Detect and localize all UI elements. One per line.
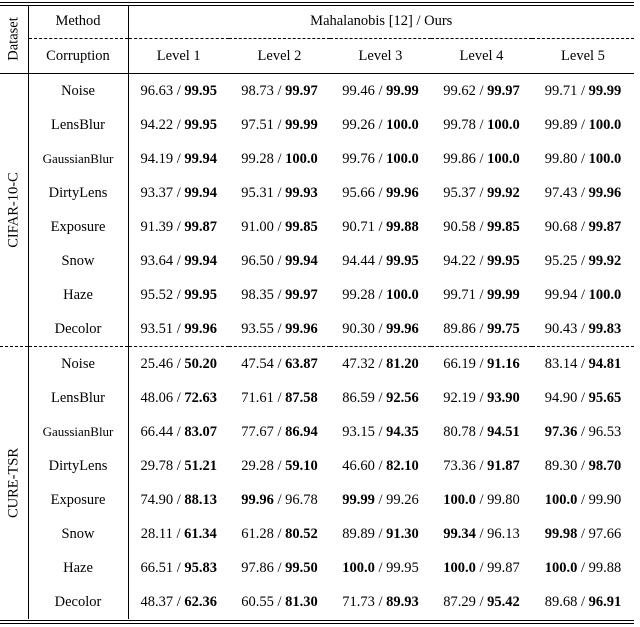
ours-value-best: 99.99 [386, 82, 419, 99]
score-cell [128, 551, 229, 585]
score-cell [330, 517, 431, 551]
score-cell [128, 108, 229, 142]
ours-value-best: 99.95 [184, 82, 218, 99]
corruption-label: DirtyLens [28, 176, 128, 210]
ours-value-best: 86.94 [285, 423, 318, 440]
score-cell [330, 415, 431, 449]
table-row [0, 108, 634, 142]
ours-value-best: 99.94 [184, 252, 218, 269]
mahalanobis-value: 99.28 / [241, 150, 286, 167]
mahalanobis-value: 46.60 / [342, 457, 387, 474]
table-row [0, 449, 634, 483]
mahalanobis-value: 99.62 / [443, 82, 488, 99]
score-cell [431, 244, 532, 278]
table-row [0, 142, 634, 176]
metric-span-header: Mahalanobis [12] / Ours [128, 5, 634, 39]
level-3-header: Level 3 [330, 39, 431, 74]
ours-value-best: 99.96 [588, 184, 622, 201]
score-cell [128, 142, 229, 176]
score-cell [532, 347, 634, 382]
ours-value: / 96.78 [273, 491, 318, 508]
ours-value-best: 99.95 [386, 252, 419, 269]
mahalanobis-value: 47.54 / [241, 355, 286, 372]
score-cell [229, 278, 330, 312]
score-cell [431, 551, 532, 585]
score-cell [330, 74, 431, 109]
mahalanobis-value: 94.19 / [140, 150, 185, 167]
mahalanobis-value: 94.22 / [140, 116, 185, 133]
ours-value-best: 98.70 [588, 457, 622, 474]
mahalanobis-value: 95.37 / [443, 184, 488, 201]
ours-value-best: 99.96 [386, 320, 419, 337]
ours-value-best: 100.0 [386, 116, 419, 133]
mahalanobis-value: 74.90 / [140, 491, 185, 508]
table-row [0, 517, 634, 551]
ours-value-best: 88.13 [184, 491, 218, 508]
score-cell [431, 381, 532, 415]
ours-value-best: 99.85 [285, 218, 318, 235]
corruption-label: Exposure [28, 483, 128, 517]
mahalanobis-value: 93.55 / [241, 320, 286, 337]
dataset-name: CIFAR-10-C [5, 172, 22, 248]
mahalanobis-value-best: 100.0 [544, 491, 578, 508]
mahalanobis-value-best: 100.0 [342, 559, 375, 576]
ours-value-best: 99.92 [588, 252, 622, 269]
score-cell [330, 381, 431, 415]
mahalanobis-value: 99.26 / [342, 116, 387, 133]
ours-value-best: 91.30 [386, 525, 419, 542]
score-cell [431, 347, 532, 382]
corruption-label: Snow [28, 517, 128, 551]
ours-value-best: 100.0 [386, 150, 419, 167]
ours-value: / 99.80 [475, 491, 520, 508]
score-cell [431, 585, 532, 619]
mahalanobis-value: 90.71 / [342, 218, 387, 235]
mahalanobis-value: 66.44 / [140, 423, 185, 440]
ours-value-best: 99.93 [285, 184, 318, 201]
corruption-label: Noise [28, 347, 128, 382]
ours-value-best: 83.07 [184, 423, 218, 440]
score-cell [532, 415, 634, 449]
mahalanobis-value: 95.31 / [241, 184, 286, 201]
ours-value: / 99.95 [374, 559, 419, 576]
top-rule [0, 2, 634, 3]
mahalanobis-value: 48.06 / [140, 389, 185, 406]
score-cell [532, 74, 634, 109]
score-cell [229, 108, 330, 142]
score-cell [330, 585, 431, 619]
ours-value-best: 99.96 [386, 184, 419, 201]
ours-value-best: 99.96 [184, 320, 218, 337]
score-cell [229, 312, 330, 347]
mahalanobis-value: 66.19 / [443, 355, 488, 372]
ours-value-best: 99.95 [184, 116, 218, 133]
mahalanobis-value: 93.51 / [140, 320, 185, 337]
ours-value-best: 99.95 [487, 252, 520, 269]
ours-value-best: 91.87 [487, 457, 520, 474]
mahalanobis-value: 25.46 / [140, 355, 185, 372]
score-cell [330, 551, 431, 585]
score-cell [330, 108, 431, 142]
ours-value-best: 99.87 [184, 218, 218, 235]
score-cell [532, 244, 634, 278]
level-4-header: Level 4 [431, 39, 532, 74]
score-cell [532, 381, 634, 415]
score-cell [431, 176, 532, 210]
table-row [0, 381, 634, 415]
ours-value-best: 92.56 [386, 389, 419, 406]
score-cell [229, 517, 330, 551]
mahalanobis-value: 93.64 / [140, 252, 185, 269]
score-cell [128, 381, 229, 415]
mahalanobis-value: 94.90 / [544, 389, 589, 406]
mahalanobis-value: 94.22 / [443, 252, 488, 269]
mahalanobis-value: 98.73 / [241, 82, 286, 99]
ours-value-best: 94.51 [487, 423, 520, 440]
score-cell [128, 483, 229, 517]
mahalanobis-value: 99.46 / [342, 82, 387, 99]
corruption-label: Haze [28, 278, 128, 312]
mahalanobis-value: 92.19 / [443, 389, 488, 406]
score-cell [431, 108, 532, 142]
mahalanobis-value: 96.50 / [241, 252, 286, 269]
score-cell [330, 210, 431, 244]
ours-value-best: 51.21 [184, 457, 218, 474]
mahalanobis-value-best: 97.36 [544, 423, 578, 440]
score-cell [128, 449, 229, 483]
score-cell [532, 312, 634, 347]
mahalanobis-value-best: 100.0 [443, 559, 476, 576]
method-header: Method [28, 5, 128, 39]
score-cell [128, 312, 229, 347]
table-row [0, 210, 634, 244]
ours-value-best: 50.20 [184, 355, 218, 372]
ours-value-best: 96.91 [588, 593, 622, 610]
ours-value: / 99.90 [577, 491, 622, 508]
ours-value-best: 99.50 [285, 559, 318, 576]
mahalanobis-value: 99.94 / [544, 286, 589, 303]
mahalanobis-value: 83.14 / [544, 355, 589, 372]
table-row [0, 244, 634, 278]
level-2-header: Level 2 [229, 39, 330, 74]
mahalanobis-value: 47.32 / [342, 355, 387, 372]
mahalanobis-value: 97.51 / [241, 116, 286, 133]
mahalanobis-value: 95.52 / [140, 286, 185, 303]
mahalanobis-value: 77.67 / [241, 423, 286, 440]
score-cell [330, 312, 431, 347]
score-cell [431, 312, 532, 347]
mahalanobis-value: 91.00 / [241, 218, 286, 235]
mahalanobis-value-best: 99.98 [544, 525, 578, 542]
mahalanobis-value-best: 99.96 [241, 491, 274, 508]
table-row [0, 74, 634, 109]
ours-value-best: 99.94 [184, 184, 218, 201]
mahalanobis-value: 94.44 / [342, 252, 387, 269]
table-row [0, 312, 634, 347]
score-cell [532, 210, 634, 244]
mahalanobis-value-best: 99.99 [342, 491, 375, 508]
score-cell [532, 517, 634, 551]
mahalanobis-value: 86.59 / [342, 389, 387, 406]
ours-value-best: 95.65 [588, 389, 622, 406]
dataset-group-cell [0, 74, 28, 347]
ours-value-best: 99.97 [285, 82, 318, 99]
score-cell [128, 517, 229, 551]
mahalanobis-value-best: 100.0 [443, 491, 476, 508]
table-row [0, 483, 634, 517]
mahalanobis-value: 28.11 / [140, 525, 185, 542]
ours-value-best: 99.83 [588, 320, 622, 337]
score-cell [431, 210, 532, 244]
score-cell [229, 585, 330, 619]
mahalanobis-value: 99.71 / [544, 82, 589, 99]
mahalanobis-value: 89.86 / [443, 320, 488, 337]
mahalanobis-value-best: 99.34 [443, 525, 476, 542]
ours-value-best: 72.63 [184, 389, 218, 406]
ours-value-best: 100.0 [386, 286, 419, 303]
corruption-label: Decolor [28, 585, 128, 619]
score-cell [532, 449, 634, 483]
ours-value-best: 99.85 [487, 218, 520, 235]
ours-value-best: 63.87 [285, 355, 318, 372]
ours-value: / 96.13 [475, 525, 520, 542]
score-cell [229, 210, 330, 244]
corruption-label: DirtyLens [28, 449, 128, 483]
score-cell [229, 415, 330, 449]
ours-value: / 99.87 [475, 559, 520, 576]
score-cell [229, 176, 330, 210]
ours-value: / 99.88 [577, 559, 622, 576]
mahalanobis-value: 93.37 / [140, 184, 185, 201]
corruption-label: LensBlur [28, 381, 128, 415]
ours-value-best: 99.94 [285, 252, 318, 269]
corruption-label: Haze [28, 551, 128, 585]
score-cell [229, 381, 330, 415]
ours-value-best: 100.0 [588, 116, 622, 133]
score-cell [431, 415, 532, 449]
mahalanobis-value: 71.73 / [342, 593, 387, 610]
ours-value-best: 99.95 [184, 286, 218, 303]
mahalanobis-value: 87.29 / [443, 593, 488, 610]
mahalanobis-value: 93.15 / [342, 423, 387, 440]
mahalanobis-value: 89.30 / [544, 457, 589, 474]
ours-value: / 97.66 [577, 525, 622, 542]
mahalanobis-value: 73.36 / [443, 457, 488, 474]
score-cell [128, 415, 229, 449]
mahalanobis-value: 99.71 / [443, 286, 488, 303]
mahalanobis-value: 91.39 / [140, 218, 185, 235]
table-row [0, 551, 634, 585]
table-row [0, 585, 634, 619]
score-cell [330, 483, 431, 517]
dataset-header-label: Dataset [5, 17, 22, 61]
ours-value-best: 91.16 [487, 355, 520, 372]
corruption-label: Decolor [28, 312, 128, 347]
ours-value-best: 99.99 [588, 82, 622, 99]
table-row [0, 278, 634, 312]
score-cell [229, 449, 330, 483]
mahalanobis-value: 97.43 / [544, 184, 589, 201]
ours-value-best: 100.0 [588, 286, 622, 303]
dataset-group-cell [0, 347, 28, 620]
dataset-header [0, 5, 28, 74]
score-cell [532, 278, 634, 312]
score-cell [532, 483, 634, 517]
mahalanobis-value: 99.28 / [342, 286, 387, 303]
score-cell [330, 278, 431, 312]
table-row [0, 415, 634, 449]
ours-value-best: 99.97 [285, 286, 318, 303]
score-cell [330, 244, 431, 278]
ours-value: / 99.26 [374, 491, 419, 508]
mahalanobis-value: 99.78 / [443, 116, 488, 133]
score-cell [532, 176, 634, 210]
ours-value-best: 89.93 [386, 593, 419, 610]
mahalanobis-value: 61.28 / [241, 525, 286, 542]
score-cell [330, 347, 431, 382]
mahalanobis-value: 90.68 / [544, 218, 589, 235]
ours-value-best: 62.36 [184, 593, 218, 610]
corruption-label: GaussianBlur [28, 142, 128, 176]
mahalanobis-value: 90.30 / [342, 320, 387, 337]
score-cell [229, 551, 330, 585]
score-cell [128, 210, 229, 244]
bottom-rule [0, 620, 634, 621]
mahalanobis-value: 29.78 / [140, 457, 185, 474]
score-cell [532, 142, 634, 176]
ours-value-best: 81.30 [285, 593, 318, 610]
table-row [0, 176, 634, 210]
ours-value-best: 99.97 [487, 82, 520, 99]
score-cell [128, 74, 229, 109]
ours-value-best: 95.42 [487, 593, 520, 610]
score-cell [431, 483, 532, 517]
ours-value-best: 99.94 [184, 150, 218, 167]
score-cell [128, 244, 229, 278]
ours-value-best: 87.58 [285, 389, 318, 406]
ours-value-best: 99.92 [487, 184, 520, 201]
mahalanobis-value: 99.89 / [544, 116, 589, 133]
mahalanobis-value: 90.43 / [544, 320, 589, 337]
score-cell [229, 244, 330, 278]
mahalanobis-value: 95.25 / [544, 252, 589, 269]
ours-value-best: 99.88 [386, 218, 419, 235]
score-cell [229, 347, 330, 382]
mahalanobis-value: 89.89 / [342, 525, 387, 542]
mahalanobis-value: 48.37 / [140, 593, 185, 610]
table-row [0, 347, 634, 382]
score-cell [229, 74, 330, 109]
score-cell [330, 176, 431, 210]
ours-value-best: 81.20 [386, 355, 419, 372]
ours-value-best: 100.0 [487, 150, 520, 167]
ours-value-best: 94.35 [386, 423, 419, 440]
score-cell [532, 551, 634, 585]
score-cell [431, 142, 532, 176]
score-cell [532, 108, 634, 142]
score-cell [229, 142, 330, 176]
ours-value: / 96.53 [577, 423, 622, 440]
ours-value-best: 95.83 [184, 559, 218, 576]
ours-value-best: 99.87 [588, 218, 622, 235]
mahalanobis-value: 98.35 / [241, 286, 286, 303]
score-cell [431, 278, 532, 312]
mahalanobis-value: 99.86 / [443, 150, 488, 167]
ours-value-best: 99.96 [285, 320, 318, 337]
corruption-label: Noise [28, 74, 128, 109]
mahalanobis-value: 80.78 / [443, 423, 488, 440]
ours-value-best: 93.90 [487, 389, 520, 406]
mahalanobis-value: 95.66 / [342, 184, 387, 201]
mahalanobis-value: 89.68 / [544, 593, 589, 610]
corruption-header: Corruption [28, 39, 128, 74]
mahalanobis-value-best: 100.0 [544, 559, 578, 576]
ours-value-best: 61.34 [184, 525, 217, 542]
ours-value-best: 82.10 [386, 457, 419, 474]
corruption-label: GaussianBlur [28, 415, 128, 449]
mahalanobis-value: 96.63 / [140, 82, 185, 99]
score-cell [431, 517, 532, 551]
mahalanobis-value: 71.61 / [241, 389, 286, 406]
ours-value-best: 100.0 [588, 150, 622, 167]
ours-value-best: 99.99 [285, 116, 318, 133]
score-cell [128, 176, 229, 210]
bottom-rule-2 [0, 623, 634, 624]
score-cell [431, 74, 532, 109]
mahalanobis-value: 97.86 / [241, 559, 286, 576]
score-cell [330, 142, 431, 176]
mahalanobis-value: 60.55 / [241, 593, 286, 610]
mahalanobis-value: 90.58 / [443, 218, 488, 235]
ours-value-best: 99.99 [487, 286, 520, 303]
ours-value-best: 99.75 [487, 320, 520, 337]
score-cell [229, 483, 330, 517]
ours-value-best: 100.0 [487, 116, 520, 133]
mahalanobis-value: 99.76 / [342, 150, 387, 167]
level-5-header: Level 5 [532, 39, 634, 74]
dataset-name: CURE-TSR [5, 447, 22, 519]
mahalanobis-value: 29.28 / [241, 457, 286, 474]
corruption-label: Snow [28, 244, 128, 278]
ours-value-best: 94.81 [588, 355, 622, 372]
score-cell [330, 449, 431, 483]
ours-value-best: 80.52 [285, 525, 318, 542]
results-table [0, 5, 634, 619]
score-cell [128, 347, 229, 382]
level-1-header: Level 1 [128, 39, 229, 74]
mahalanobis-value: 66.51 / [140, 559, 185, 576]
score-cell [431, 449, 532, 483]
score-cell [128, 585, 229, 619]
mahalanobis-value: 99.80 / [544, 150, 589, 167]
ours-value-best: 100.0 [285, 150, 318, 167]
corruption-label: LensBlur [28, 108, 128, 142]
score-cell [128, 278, 229, 312]
corruption-label: Exposure [28, 210, 128, 244]
score-cell [532, 585, 634, 619]
ours-value-best: 59.10 [285, 457, 318, 474]
